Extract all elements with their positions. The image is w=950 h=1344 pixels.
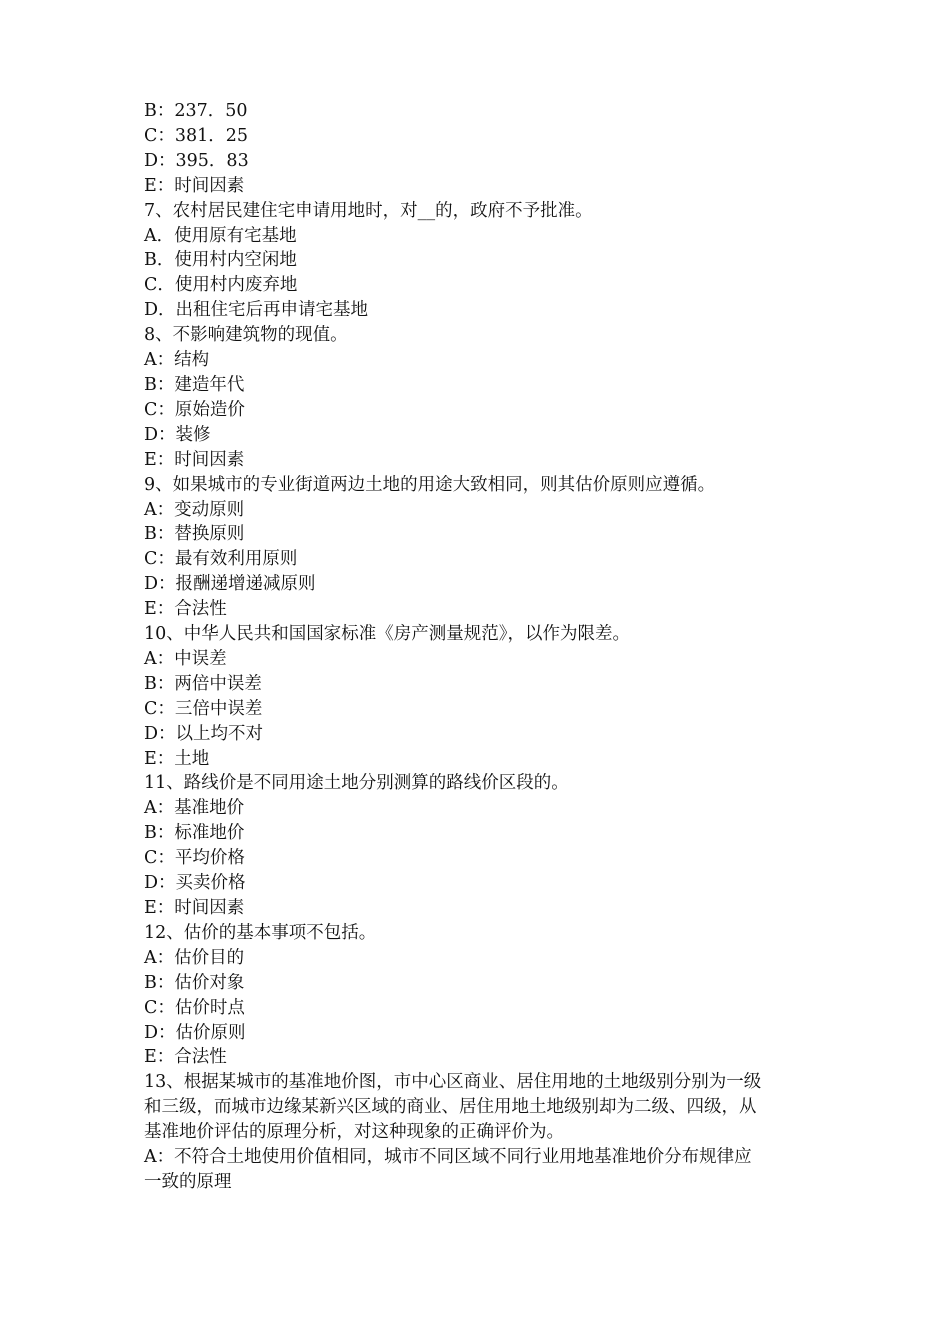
q8-option-b: B：建造年代 — [144, 374, 245, 395]
q12-option-a: A：估价目的 — [144, 947, 245, 968]
q8-option-a: A：结构 — [144, 350, 210, 371]
q8-option-e: E：时间因素 — [144, 449, 245, 470]
q12-option-b: B：估价对象 — [144, 972, 245, 993]
q9-option-b: B：替换原则 — [144, 524, 245, 545]
q13-option-a-line-1: A：不符合土地使用价值相同，城市不同区域不同行业用地基准地价分布规律应 — [144, 1147, 752, 1168]
q11-option-c: C：平均价格 — [144, 848, 245, 869]
option-d-line: D：395．83 — [144, 150, 249, 171]
option-c-line: C：381．25 — [144, 125, 249, 146]
q12-option-e: E：合法性 — [144, 1047, 227, 1068]
q9-option-a: A：变动原则 — [144, 499, 245, 520]
q9-option-d: D：报酬递增递减原则 — [144, 574, 316, 595]
q12-option-d: D：估价原则 — [144, 1022, 246, 1043]
question-13-line-1: 13、根据某城市的基准地价图，市中心区商业、居住用地的土地级别分别为一级 — [144, 1072, 762, 1093]
question-11: 11、路线价是不同用途土地分别测算的路线价区段的。 — [144, 773, 569, 794]
q10-option-a: A：中误差 — [144, 648, 227, 669]
document-body — [144, 99, 824, 1195]
q10-option-b: B：两倍中误差 — [144, 673, 262, 694]
q12-option-c: C：估价时点 — [144, 997, 245, 1018]
q9-option-c: C：最有效利用原则 — [144, 549, 298, 570]
q8-option-c: C：原始造价 — [144, 399, 245, 420]
question-13-line-2: 和三级，而城市边缘某新兴区域的商业、居住用地土地级别却为二级、四级，从 — [144, 1097, 757, 1118]
q11-option-e: E：时间因素 — [144, 898, 245, 918]
q7-option-a: A．使用原有宅基地 — [144, 225, 297, 246]
q11-option-b: B：标准地价 — [144, 823, 245, 844]
q9-option-e: E：合法性 — [144, 599, 227, 620]
question-10: 10、中华人民共和国国家标准《房产测量规范》，以作为限差。 — [144, 624, 631, 645]
q10-option-e: E：土地 — [144, 748, 210, 769]
q13-option-a-line-2: 一致的原理 — [144, 1171, 232, 1192]
q10-option-c: C：三倍中误差 — [144, 698, 263, 719]
q11-option-d: D：买卖价格 — [144, 873, 246, 894]
option-b-line: B：237．50 — [144, 101, 248, 121]
q10-option-d: D：以上均不对 — [144, 723, 264, 744]
q7-option-c: C．使用村内废弃地 — [144, 275, 298, 296]
q7-option-b: B．使用村内空闲地 — [144, 250, 297, 271]
q7-option-d: D．出租住宅后再申请宅基地 — [144, 300, 369, 321]
q8-option-d: D：装修 — [144, 424, 211, 445]
q11-option-a: A：基准地价 — [144, 798, 245, 819]
question-7: 7、农村居民建住宅申请用地时，对__的，政府不予批准。 — [144, 200, 593, 221]
option-e-line: E：时间因素 — [144, 175, 245, 196]
question-9: 9、如果城市的专业街道两边土地的用途大致相同，则其估价原则应遵循。 — [144, 474, 716, 495]
question-13-line-3: 基准地价评估的原理分析，对这种现象的正确评价为。 — [144, 1122, 564, 1143]
question-12: 12、估价的基本事项不包括。 — [144, 922, 377, 943]
question-8: 8、不影响建筑物的现值。 — [144, 325, 348, 346]
